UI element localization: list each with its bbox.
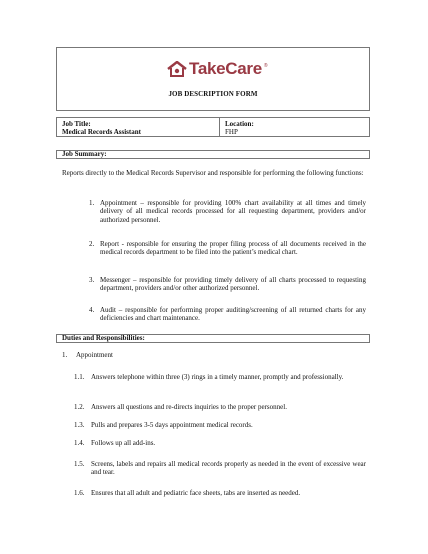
duty-item-number: 1.3. <box>74 421 85 429</box>
duties-heading: Duties and Responsibilities: <box>56 334 370 343</box>
job-summary-heading: Job Summary: <box>56 150 370 159</box>
house-logo-icon <box>167 61 187 77</box>
job-info-table <box>56 117 370 137</box>
location-value: FHP <box>225 128 238 136</box>
duties-section-title: Appointment <box>76 351 113 359</box>
duty-item-text: Answers telephone within three (3) rings in a timely manner, promptly and professionally. <box>91 373 344 381</box>
duty-item-number: 1.1. <box>74 373 85 381</box>
summary-item-number: 3. <box>89 276 95 284</box>
duty-item-number: 1.6. <box>74 489 85 497</box>
location-cell <box>220 118 369 136</box>
duty-item-text: Ensures that all adult and pediatric face sheets, tabs are inserted as needed. <box>91 489 301 497</box>
duty-item-text: Screens, labels and repairs all medical records properly as needed in the event of excessive wear and tear. <box>91 460 366 477</box>
summary-item-number: 4. <box>89 306 95 314</box>
duty-item-text: Follows up all add-ins. <box>91 439 156 447</box>
location-label: Location: <box>225 120 254 128</box>
logo-trademark: ® <box>263 63 268 69</box>
job-title-value: Medical Records Assistant <box>62 128 141 136</box>
summary-item-text: Appointment – responsible for providing 100% chart availability at all times and timely delivery of all medical records processed for all requesting department, providers and/or authorized personnel. <box>100 199 366 224</box>
form-header <box>56 47 370 111</box>
duty-item-text: Pulls and prepares 3-5 days appointment medical records. <box>91 421 253 429</box>
duty-item-text: Answers all questions and re-directs inquiries to the proper personnel. <box>91 403 287 411</box>
duty-item-number: 1.5. <box>74 460 85 468</box>
summary-item-number: 2. <box>89 240 95 248</box>
duty-item-number: 1.4. <box>74 439 85 447</box>
job-title-label: Job Title: <box>62 120 91 128</box>
takecare-logo <box>167 60 268 78</box>
summary-item-text: Audit – responsible for performing proper auditing/screening of all returned charts for any deficiencies and chart maintenance. <box>100 306 366 323</box>
duties-section-number: 1. <box>62 351 68 359</box>
logo-wordmark: TakeCare <box>189 59 262 78</box>
duty-item-number: 1.2. <box>74 403 85 411</box>
summary-item-text: Messenger – responsible for providing timely delivery of all charts processed to requesting department, providers and/or other authorized personnel. <box>100 276 366 293</box>
summary-intro: Reports directly to the Medical Records Supervisor and responsible for performing the following functions: <box>62 169 364 177</box>
summary-item-number: 1. <box>89 199 95 207</box>
job-title-cell <box>57 118 220 136</box>
summary-item-text: Report - responsible for ensuring the proper filing process of all documents received in the medical records department to be filed into the patient’s medical chart. <box>100 240 366 257</box>
form-title: JOB DESCRIPTION FORM <box>168 90 258 98</box>
